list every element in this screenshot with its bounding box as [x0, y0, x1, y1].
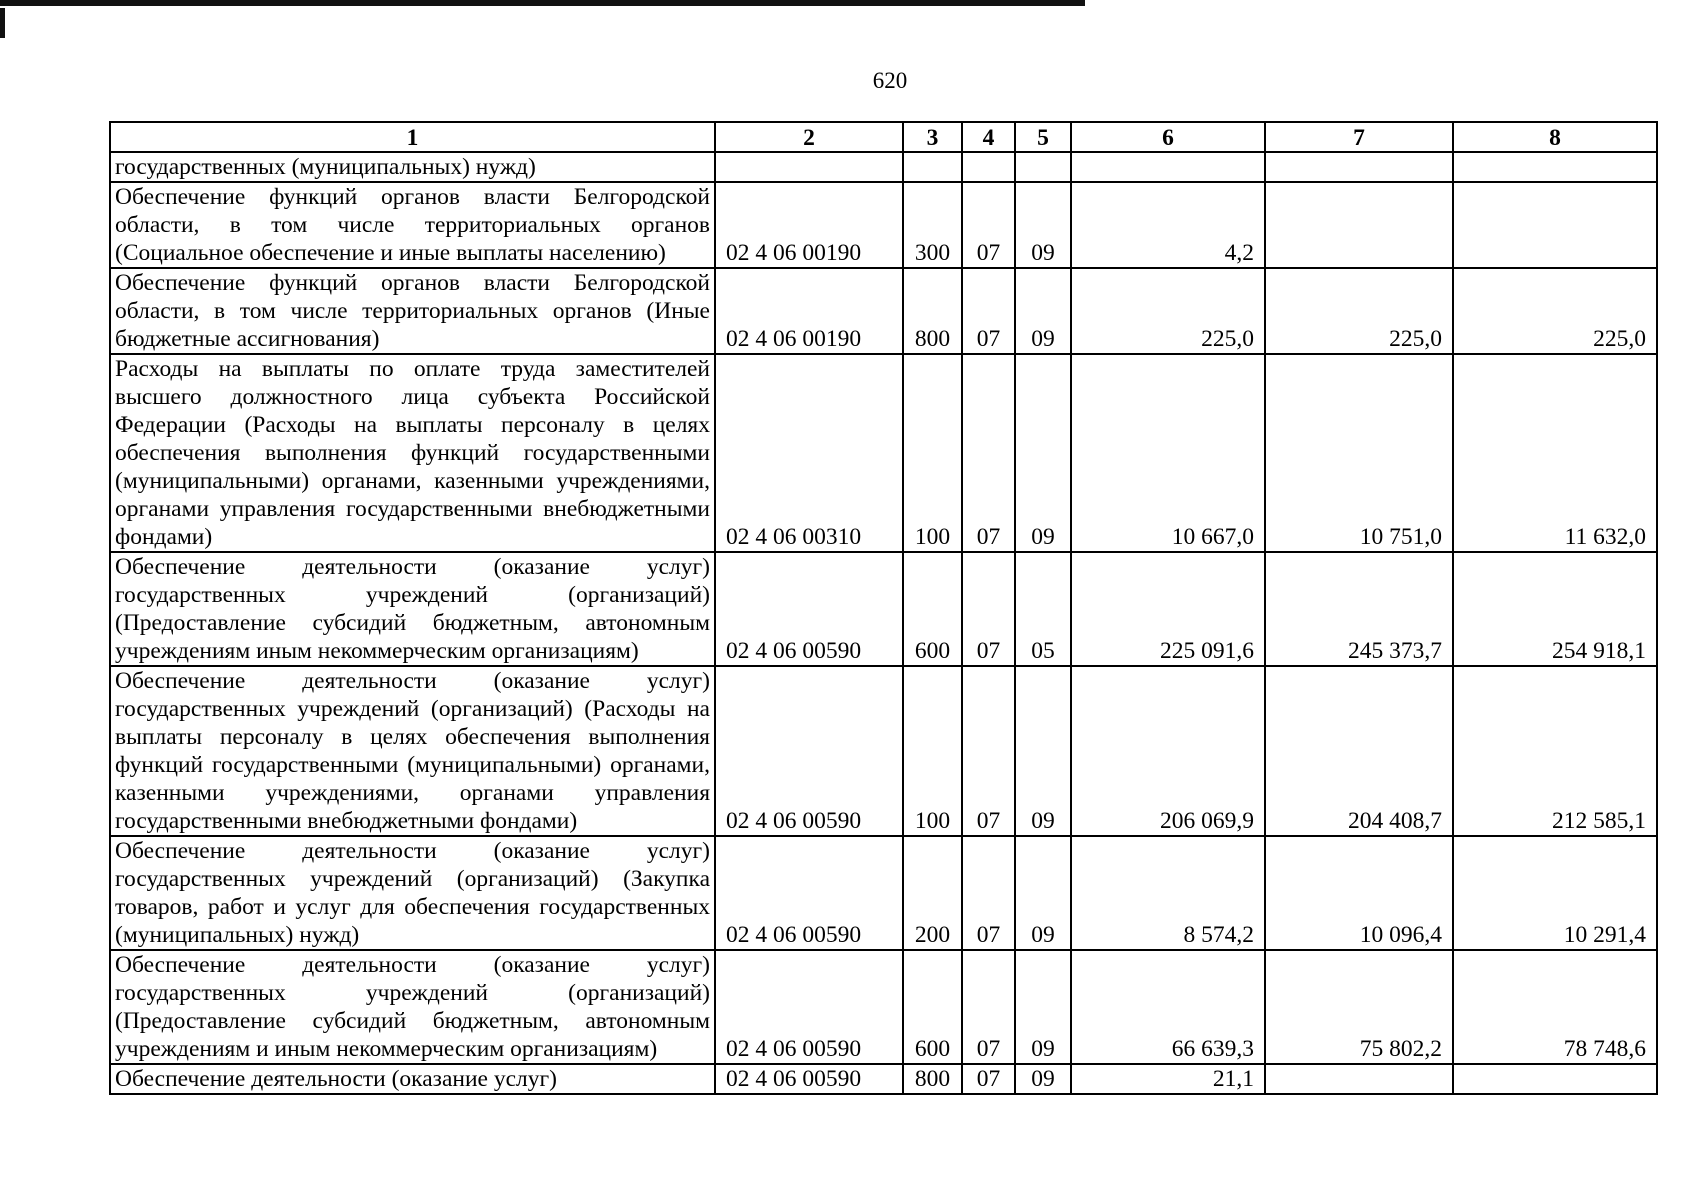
page-number: 620 [872, 68, 908, 93]
row-col8: 10 291,4 [1453, 836, 1657, 950]
row-col5: 09 [1015, 268, 1071, 354]
table-row [110, 268, 1657, 354]
row-col6 [1071, 152, 1265, 182]
row-col6: 21,1 [1071, 1064, 1265, 1094]
row-col5 [1015, 152, 1071, 182]
row-col6: 225,0 [1071, 268, 1265, 354]
row-col3: 100 [903, 354, 962, 552]
table-row [110, 666, 1657, 836]
table-row [110, 836, 1657, 950]
row-col7 [1265, 152, 1453, 182]
row-code: 02 4 06 00590 [715, 1064, 903, 1094]
row-col6: 66 639,3 [1071, 950, 1265, 1064]
row-col5: 09 [1015, 1064, 1071, 1094]
row-col7: 10 096,4 [1265, 836, 1453, 950]
row-col4: 07 [962, 950, 1015, 1064]
header-cell-3: 3 [903, 122, 962, 152]
header-cell-6: 6 [1071, 122, 1265, 152]
header-cell-1: 1 [110, 122, 715, 152]
row-col5: 09 [1015, 354, 1071, 552]
row-description: Расходы на выплаты по оплате труда заместителей высшего должностного лица субъекта Российской Федерации (Расходы на выплаты персоналу в целях обеспечения выполнения функций государственными (муниципальными) органами, казенными учреждениями, органами управления государственными внебюджетными фондами) [110, 354, 715, 552]
row-col5: 09 [1015, 182, 1071, 268]
row-col4: 07 [962, 182, 1015, 268]
row-description: Обеспечение деятельности (оказание услуг) государственных учреждений (организаций) (Предоставление субсидий бюджетным, автономным учреждениям и иным некоммерческим организациям) [110, 950, 715, 1064]
row-col5: 05 [1015, 552, 1071, 666]
row-col4: 07 [962, 1064, 1015, 1094]
header-cell-2: 2 [715, 122, 903, 152]
row-col8: 225,0 [1453, 268, 1657, 354]
row-col8 [1453, 1064, 1657, 1094]
row-col6: 206 069,9 [1071, 666, 1265, 836]
row-col8 [1453, 152, 1657, 182]
row-col3: 200 [903, 836, 962, 950]
row-col7: 204 408,7 [1265, 666, 1453, 836]
header-cell-5: 5 [1015, 122, 1071, 152]
row-col4: 07 [962, 268, 1015, 354]
row-code: 02 4 06 00590 [715, 666, 903, 836]
row-col3: 800 [903, 1064, 962, 1094]
row-col3: 600 [903, 950, 962, 1064]
row-col7 [1265, 182, 1453, 268]
row-description: государственных (муниципальных) нужд) [110, 152, 715, 182]
row-description: Обеспечение деятельности (оказание услуг) государственных учреждений (организаций) (Закупка товаров, работ и услуг для обеспечения государственных (муниципальных) нужд) [110, 836, 715, 950]
table-row [110, 354, 1657, 552]
header-cell-7: 7 [1265, 122, 1453, 152]
row-description: Обеспечение функций органов власти Белгородской области, в том числе территориальных органов (Социальное обеспечение и иные выплаты населению) [110, 182, 715, 268]
row-col3: 600 [903, 552, 962, 666]
row-code: 02 4 06 00590 [715, 950, 903, 1064]
header-row [110, 122, 1657, 152]
row-col8: 78 748,6 [1453, 950, 1657, 1064]
table-row [110, 182, 1657, 268]
row-col3: 800 [903, 268, 962, 354]
row-description: Обеспечение деятельности (оказание услуг) государственных учреждений (организаций) (Предоставление субсидий бюджетным, автономным учреждениям иным некоммерческим организациям) [110, 552, 715, 666]
row-col8: 11 632,0 [1453, 354, 1657, 552]
row-code: 02 4 06 00190 [715, 268, 903, 354]
row-description: Обеспечение деятельности (оказание услуг) государственных учреждений (организаций) (Расходы на выплаты персоналу в целях обеспечения выполнения функций государственными (муниципальными) органами, казенными учреждениями, органами управления государственными внебюджетными фондами) [110, 666, 715, 836]
row-col8 [1453, 182, 1657, 268]
header-cell-8: 8 [1453, 122, 1657, 152]
row-code: 02 4 06 00310 [715, 354, 903, 552]
row-col4 [962, 152, 1015, 182]
table-row [110, 1064, 1657, 1094]
row-col3 [903, 152, 962, 182]
scan-border-top [0, 0, 1085, 6]
row-col6: 4,2 [1071, 182, 1265, 268]
row-col7: 245 373,7 [1265, 552, 1453, 666]
table-row [110, 950, 1657, 1064]
row-col7: 10 751,0 [1265, 354, 1453, 552]
row-col4: 07 [962, 666, 1015, 836]
row-code: 02 4 06 00590 [715, 552, 903, 666]
row-col4: 07 [962, 552, 1015, 666]
row-code: 02 4 06 00590 [715, 836, 903, 950]
row-col3: 300 [903, 182, 962, 268]
row-col3: 100 [903, 666, 962, 836]
row-code: 02 4 06 00190 [715, 182, 903, 268]
row-description: Обеспечение функций органов власти Белгородской области, в том числе территориальных органов (Иные бюджетные ассигнования) [110, 268, 715, 354]
row-col8: 254 918,1 [1453, 552, 1657, 666]
row-col6: 10 667,0 [1071, 354, 1265, 552]
row-code [715, 152, 903, 182]
scan-border-left [0, 8, 5, 38]
row-col5: 09 [1015, 836, 1071, 950]
row-col7: 75 802,2 [1265, 950, 1453, 1064]
row-col7 [1265, 1064, 1453, 1094]
budget-table [109, 121, 1658, 1095]
table-row [110, 552, 1657, 666]
row-col4: 07 [962, 354, 1015, 552]
row-col4: 07 [962, 836, 1015, 950]
row-col6: 225 091,6 [1071, 552, 1265, 666]
row-col5: 09 [1015, 950, 1071, 1064]
row-description: Обеспечение деятельности (оказание услуг) [110, 1064, 715, 1094]
row-col7: 225,0 [1265, 268, 1453, 354]
table-row [110, 152, 1657, 182]
row-col6: 8 574,2 [1071, 836, 1265, 950]
header-cell-4: 4 [962, 122, 1015, 152]
row-col8: 212 585,1 [1453, 666, 1657, 836]
table-body [110, 152, 1657, 1094]
row-col5: 09 [1015, 666, 1071, 836]
